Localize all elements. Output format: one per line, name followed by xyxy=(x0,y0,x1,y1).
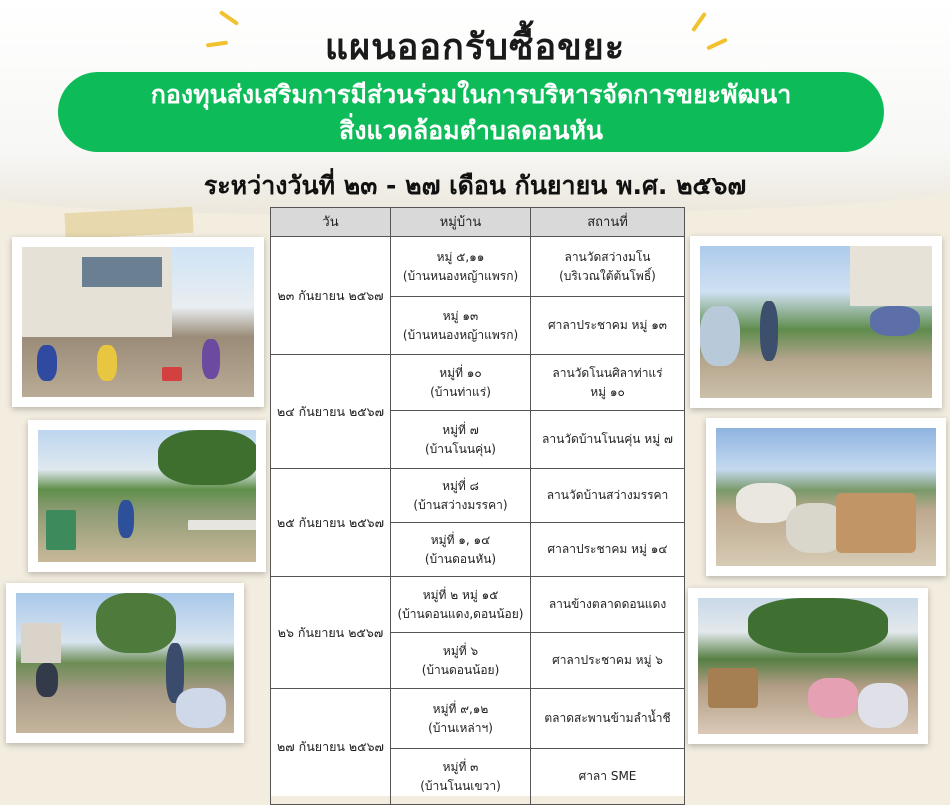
table-cell-village: หมู่ที่ ๑, ๑๔ (บ้านดอนหัน) xyxy=(391,523,531,577)
table-cell-village: หมู่ที่ ๒ หมู่ ๑๕ (บ้านดอนแดง,ดอนน้อย) xyxy=(391,577,531,633)
table-cell-day: ๒๓ กันยายน ๒๕๖๗ xyxy=(271,237,391,355)
column-header-place: สถานที่ xyxy=(531,208,685,237)
table-row xyxy=(271,237,685,297)
table-cell-village: หมู่ที่ ๙,๑๒ (บ้านเหล่าฯ) xyxy=(391,689,531,749)
photo-event-schoolyard xyxy=(12,237,264,407)
table-cell-place: ลานวัดบ้านสว่างมรรคา xyxy=(531,469,685,523)
table-cell-place: ศาลาประชาคม หมู่ ๖ xyxy=(531,633,685,689)
table-cell-place: ลานวัดสว่างมโน (บริเวณใต้ต้นโพธิ์) xyxy=(531,237,685,297)
table-cell-village: หมู่ที่ ๗ (บ้านโนนคุ่น) xyxy=(391,411,531,469)
table-cell-place: ศาลาประชาคม หมู่ ๑๔ xyxy=(531,523,685,577)
table-row xyxy=(271,469,685,523)
photo-recycle-bags-pile xyxy=(706,418,946,576)
fund-banner xyxy=(58,72,884,152)
page-title: แผนออกรับซื้อขยะ xyxy=(324,27,626,68)
table-cell-day: ๒๗ กันยายน ๒๕๖๗ xyxy=(271,689,391,805)
table-cell-place: ลานข้างตลาดดอนแดง xyxy=(531,577,685,633)
table-cell-day: ๒๕ กันยายน ๒๕๖๗ xyxy=(271,469,391,577)
banner-line-1: กองทุนส่งเสริมการมีส่วนร่วมในการบริหารจัดการขยะพัฒนา xyxy=(150,80,792,109)
table-header-row xyxy=(271,208,685,237)
column-header-day: วัน xyxy=(271,208,391,237)
table-cell-village: หมู่ที่ ๑๐ (บ้านท่าแร่) xyxy=(391,355,531,411)
table-cell-village: หมู่ ๑๓ (บ้านหนองหญ้าแพรก) xyxy=(391,297,531,355)
photo-event-courtyard xyxy=(690,236,942,408)
table-row xyxy=(271,355,685,411)
photo-event-field-tent xyxy=(28,420,266,572)
table-cell-day: ๒๖ กันยายน ๒๕๖๗ xyxy=(271,577,391,689)
photo-event-outdoor-weighing xyxy=(6,583,244,743)
table-row xyxy=(271,577,685,633)
schedule-table xyxy=(270,207,684,796)
table-cell-village: หมู่ที่ ๘ (บ้านสว่างมรรคา) xyxy=(391,469,531,523)
banner-line-2: สิ่งแวดล้อมตำบลดอนหัน xyxy=(338,116,604,145)
tape-decoration xyxy=(64,207,193,240)
table-row xyxy=(271,689,685,749)
column-header-village: หมู่บ้าน xyxy=(391,208,531,237)
table-cell-day: ๒๔ กันยายน ๒๕๖๗ xyxy=(271,355,391,469)
table-cell-place: ศาลาประชาคม หมู่ ๑๓ xyxy=(531,297,685,355)
table-cell-place: ศาลา SME xyxy=(531,749,685,805)
table-cell-place: ลานวัดโนนศิลาท่าแร่ หมู่ ๑๐ xyxy=(531,355,685,411)
table-cell-place: ลานวัดบ้านโนนคุ่น หมู่ ๗ xyxy=(531,411,685,469)
table-cell-place: ตลาดสะพานข้ามลำน้ำชี xyxy=(531,689,685,749)
table-cell-village: หมู่ที่ ๖ (บ้านดอนน้อย) xyxy=(391,633,531,689)
table-cell-village: หมู่ ๕,๑๑ (บ้านหนองหญ้าแพรก) xyxy=(391,237,531,297)
table-cell-village: หมู่ที่ ๓ (บ้านโนนเขวา) xyxy=(391,749,531,805)
date-range: ระหว่างวันที่ ๒๓ - ๒๗ เดือน กันยายน พ.ศ. ๒๕๖๗ xyxy=(203,171,747,200)
photo-recycle-market xyxy=(688,588,928,744)
